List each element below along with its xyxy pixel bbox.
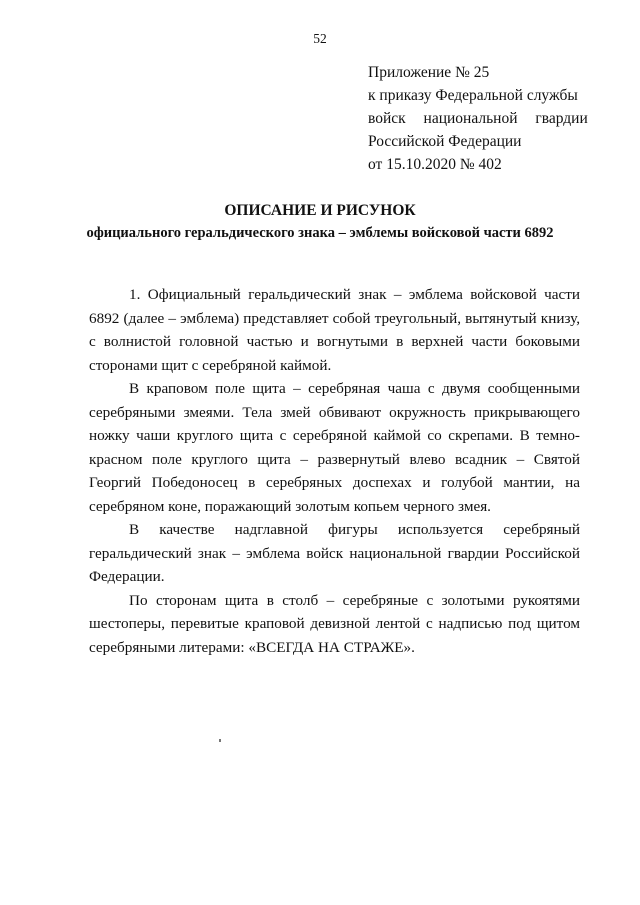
paragraph-3: В качестве надглавной фигуры используется серебряный геральдический знак – эмблема войск национальной гвардии Российской Федерации. (89, 521, 580, 585)
appendix-block (368, 61, 588, 176)
paragraph-2: В краповом поле щита – серебряная чаша с двумя сообщенными серебряными змеями. Тела змей обвивают окружность прикрывающего ножку чаши круглого щита с серебряной каймой со скрепами. В темно-красном поле круглого щита – развернутый влево всадник – Святой Георгий Победоносец в серебряных доспехах и голубой мантии, на серебряном коне, поражающий золотым копьем черного змея. (89, 380, 580, 515)
scan-speck (219, 739, 221, 742)
paragraph-1: 1. Официальный геральдический знак – эмблема войсковой части 6892 (далее – эмблема) представляет собой треугольный, вытянутый книзу, с волнистой головной частью и вогнутыми в верхней части боковыми сторонами щит с серебряной каймой. (89, 286, 580, 374)
document-subtitle: официального геральдического знака – эмблемы войсковой части 6892 (86, 225, 554, 241)
appendix-line-4: Российской Федерации (368, 133, 522, 150)
document-title: ОПИСАНИЕ И РИСУНОК (224, 202, 416, 219)
document-body (89, 283, 580, 659)
appendix-line-5: от 15.10.2020 № 402 (368, 156, 502, 173)
appendix-line-1: Приложение № 25 (368, 64, 490, 81)
page-number: 52 (313, 31, 327, 46)
appendix-line-2: к приказу Федеральной службы (368, 87, 578, 104)
paragraph-4: По сторонам щита в столб – серебряные с золотыми рукоятями шестоперы, перевитые краповой девизной лентой с надписью под щитом серебряными литерами: «ВСЕГДА НА СТРАЖЕ». (89, 591, 580, 656)
appendix-line-3: войск национальной гвардии (368, 110, 588, 127)
